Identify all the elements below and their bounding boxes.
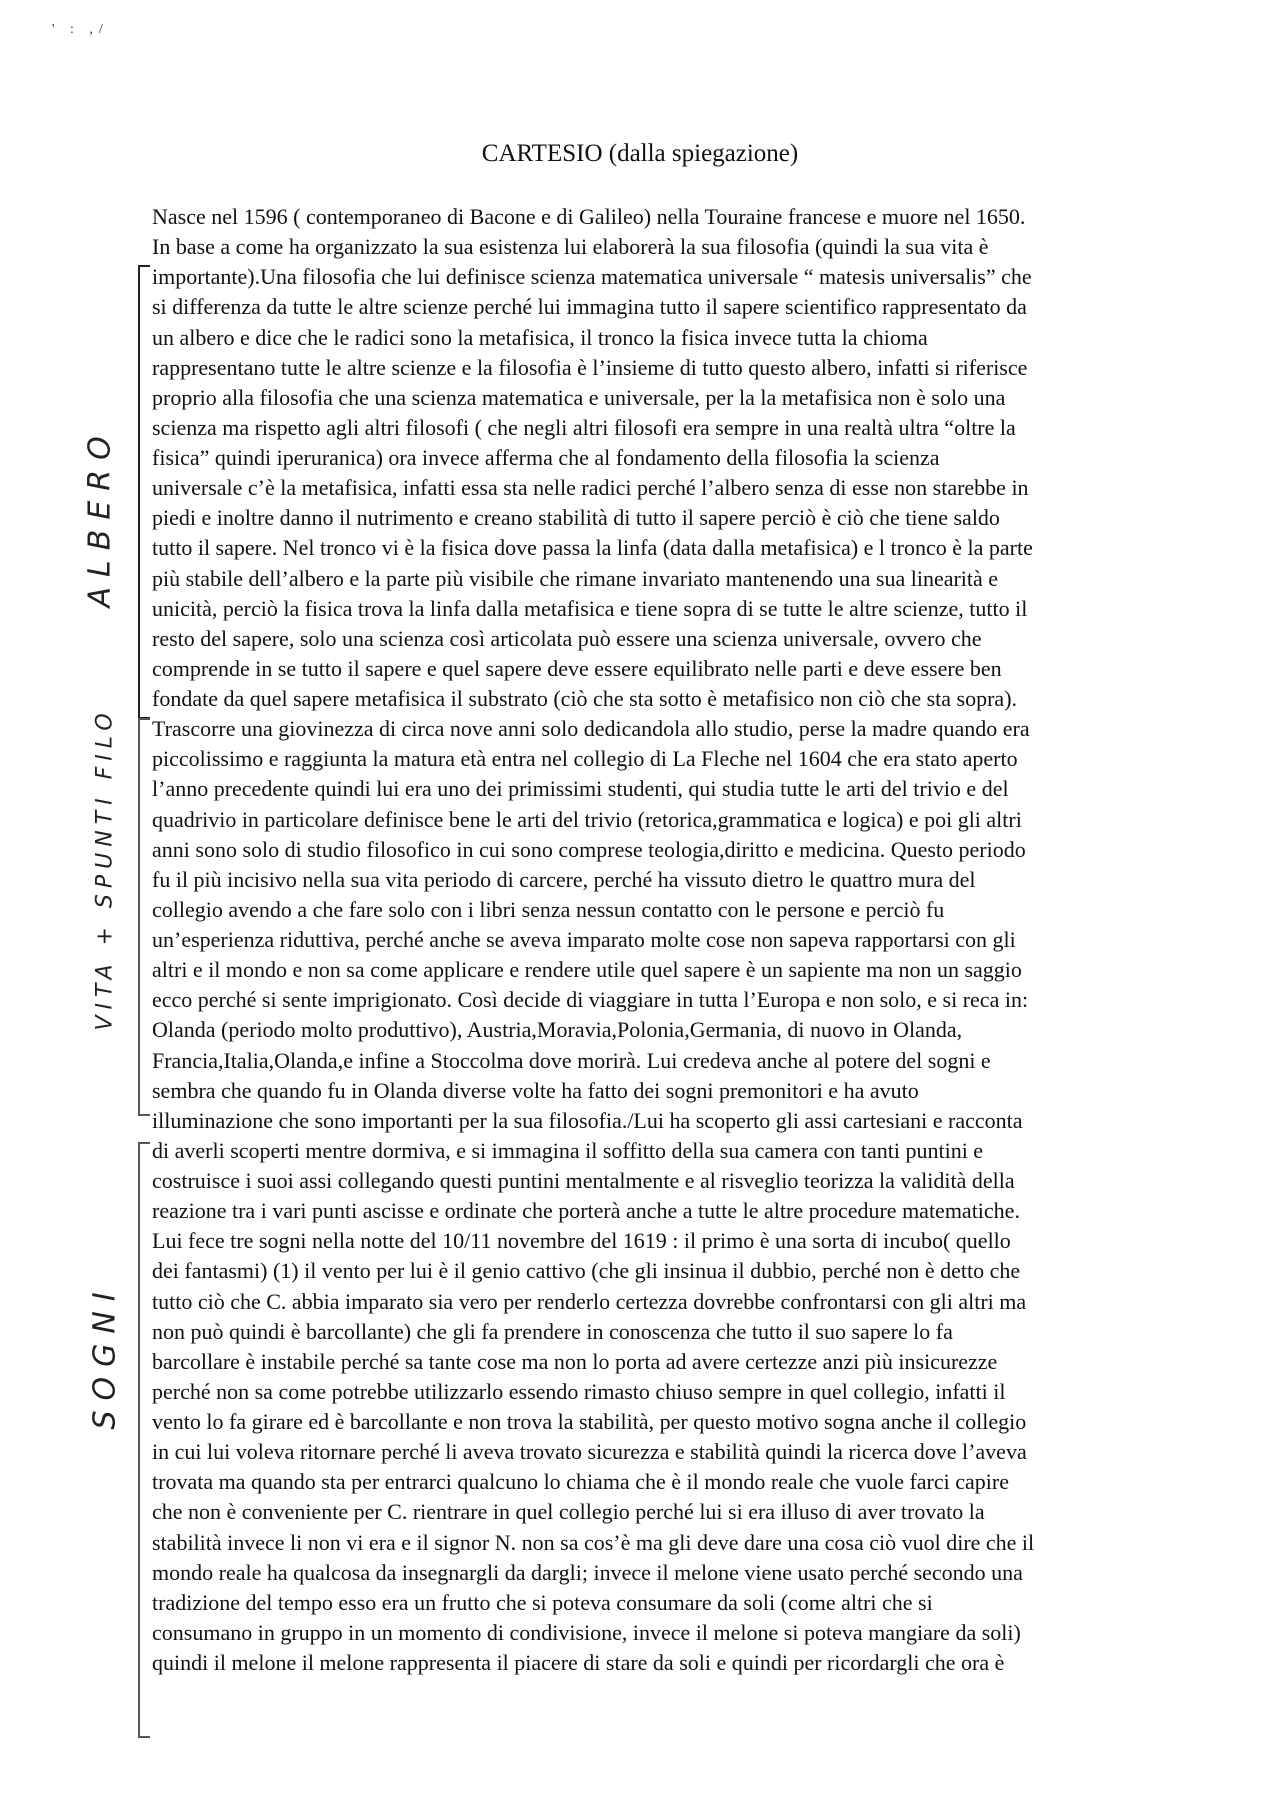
text-line: comprende in se tutto il sapere e quel sapere deve essere equilibrato nelle parti e deve essere ben xyxy=(152,655,1002,681)
scan-marks: ' : ,/ xyxy=(52,22,109,37)
text-line: si differenza da tutte le altre scienze perché lui immagina tutto il sapere scientifico rappresentato da xyxy=(152,294,1027,320)
text-line: scienza ma rispetto agli altri filosofi ( che negli altri filosofi era sempre in una realtà ultra “oltre la xyxy=(152,414,1016,440)
page-title: CARTESIO (dalla spiegazione) xyxy=(481,140,799,167)
text-line: illuminazione che sono importanti per la sua filosofia./Lui ha scoperto gli assi cartesiani e racconta xyxy=(152,1107,1023,1133)
text-line: non può quindi è barcollante) che gli fa prendere in conoscenza che tutto il suo sapere lo fa xyxy=(152,1318,953,1344)
text-line: In base a come ha organizzato la sua esistenza lui elaborerà la sua filosofia (quindi la sua vita è xyxy=(152,234,989,260)
text-line: consumano in gruppo in un momento di condivisione, invece il melone si poteva mangiare da soli) xyxy=(152,1619,1021,1645)
text-line: Francia,Italia,Olanda,e infine a Stoccolma dove morirà. Lui credeva anche al potere del sogni e xyxy=(152,1047,991,1073)
text-line: ecco perché si sente imprigionato. Così decide di viaggiare in tutta l’Europa e non solo, e si reca in: xyxy=(152,987,1029,1013)
text-line: che non è conveniente per C. rientrare in quel collegio perché lui si era illuso di aver trovato la xyxy=(152,1499,985,1525)
text-line: un albero e dice che le radici sono la metafisica, il tronco la fisica invece tutta la chioma xyxy=(152,324,928,350)
text-line: reazione tra i vari punti ascisse e ordinate che porterà anche a tutte le altre procedure matematiche. xyxy=(152,1198,1020,1224)
text-line: trovata ma quando sta per entrarci qualcuno lo chiama che è il mondo reale che vuole farci capire xyxy=(152,1469,1009,1495)
text-line: proprio alla filosofia che una scienza matematica e universale, per la la metafisica non è solo una xyxy=(152,384,1006,410)
text-line: altri e il mondo e non sa come applicare e rendere utile quel sapere è un sapiente ma non un saggio xyxy=(152,957,1022,983)
text-line: tutto il sapere. Nel tronco vi è la fisica dove passa la linfa (data dalla metafisica) e l tronco è la parte xyxy=(152,535,1033,561)
body-text xyxy=(152,202,1187,1678)
text-line: fondate da quel sapere metafisica il substrato (ciò che sta sotto è metafisico non ciò che sta sopra). xyxy=(152,686,1018,711)
text-line: l’anno precedente quindi lui era uno dei primissimi studenti, qui studia tutte le arti del trivio e del xyxy=(152,776,1009,802)
text-line: unicità, perciò la fisica trova la linfa dalla metafisica e tiene sopra di se tutte le altre scienze, tutto il xyxy=(152,595,1028,621)
text-line: quadrivio in particolare definisce bene le arti del trivio (retorica,grammatica e logica) e poi gli altri xyxy=(152,806,1022,832)
text-line: resto del sapere, solo una scienza così articolata può essere una scienza universale, ovvero che xyxy=(152,625,982,651)
margin-note-albero: ALBERO xyxy=(82,426,118,608)
text-line: fu il più incisivo nella sua vita periodo di carcere, perché ha vissuto dietro le quattro mura del xyxy=(152,866,976,892)
text-line: collegio avendo a che fare solo con i libri senza nessun contatto con le persone e perciò fu xyxy=(152,896,945,922)
text-line: sembra che quando fu in Olanda diverse volte ha fatto dei sogni premonitori e ha avuto xyxy=(152,1077,919,1103)
text-line: perché non sa come potrebbe utilizzarlo essendo rimasto chiuso sempre in quel collegio, infatti il xyxy=(152,1378,1006,1404)
text-line: un’esperienza riduttiva, perché anche se aveva imparato molte cose non sapeva rapportarsi con gli xyxy=(152,927,1016,952)
text-line: piedi e inoltre danno il nutrimento e creano stabilità di tutto il sapere perciò è ciò che tiene saldo xyxy=(152,505,1000,531)
text-line: rappresentano tutte le altre scienze e la filosofia è l’insieme di tutto questo albero, infatti si riferisce xyxy=(152,354,1028,380)
text-line: tradizione del tempo esso era un frutto che si poteva consumare da soli (come altri che si xyxy=(152,1589,933,1615)
bracket-sogni xyxy=(138,1142,150,1738)
text-line: importante).Una filosofia che lui definisce scienza matematica universale “ matesis universalis” che xyxy=(152,264,1032,290)
text-line: Olanda (periodo molto produttivo), Austria,Moravia,Polonia,Germania, di nuovo in Olanda, xyxy=(152,1017,963,1043)
text-line: piccolissimo e raggiunta la matura età entra nel collegio di La Fleche nel 1604 che era stato aperto xyxy=(152,746,1018,772)
text-line: fisica” quindi iperuranica) ora invece afferma che al fondamento della filosofia la scienza xyxy=(152,445,940,470)
text-line: quindi il melone il melone rappresenta il piacere di stare da soli e quindi per ricordargli che ora è xyxy=(152,1650,1005,1675)
text-line: anni sono solo di studio filosofico in cui sono comprese teologia,diritto e medicina. Questo periodo xyxy=(152,836,1026,862)
text-line: in cui lui voleva ritornare perché li aveva trovato sicurezza e stabilità quindi la ricerca dove l’aveva xyxy=(152,1439,1027,1465)
text-line: Lui fece tre sogni nella notte del 10/11 novembre del 1619 : il primo è una sorta di incubo( quello xyxy=(152,1228,1011,1254)
text-line: dei fantasmi) (1) il vento per lui è il genio cattivo (che gli insinua il dubbio, perché non è detto che xyxy=(152,1258,1021,1284)
bracket-vita xyxy=(138,718,150,1116)
text-line: Trascorre una giovinezza di circa nove anni solo dedicandola allo studio, perse la madre quando era xyxy=(152,716,1030,742)
text-line: vento lo fa girare ed è barcollante e non trova la stabilità, per questo motivo sogna anche il collegio xyxy=(152,1409,1027,1434)
margin-note-vita: VITA + SPUNTI FILO xyxy=(92,707,118,1031)
margin-note-sogni: SOGNI xyxy=(87,1282,123,1430)
text-line: più stabile dell’albero e la parte più visibile che rimane invariato mantenendo una sua linearità e xyxy=(152,565,999,591)
text-line: Nasce nel 1596 ( contemporaneo di Bacone e di Galileo) nella Touraine francese e muore nel 1650. xyxy=(152,204,1026,229)
text-line: stabilità invece li non vi era e il signor N. non sa cos’è ma gli deve dare una cosa ciò vuol dire che il xyxy=(152,1529,1035,1555)
text-line: universale c’è la metafisica, infatti essa sta nelle radici perché l’albero senza di esse non starebbe in xyxy=(152,475,1029,501)
bracket-albero xyxy=(138,265,150,719)
text-line: barcollare è instabile perché sa tante cose ma non lo porta ad avere certezze anzi più insicurezze xyxy=(152,1348,998,1374)
text-line: costruisce i suoi assi collegando questi puntini mentalmente e al risveglio teorizza la validità della xyxy=(152,1168,1015,1193)
text-line: tutto ciò che C. abbia imparato sia vero per renderlo certezza dovrebbe confrontarsi con gli altri ma xyxy=(152,1288,1027,1314)
text-line: di averli scoperti mentre dormiva, e si immagina il soffitto della sua camera con tanti puntini e xyxy=(152,1137,984,1163)
text-line: mondo reale ha qualcosa da insegnargli da dargli; invece il melone viene usato perché secondo una xyxy=(152,1559,1023,1585)
